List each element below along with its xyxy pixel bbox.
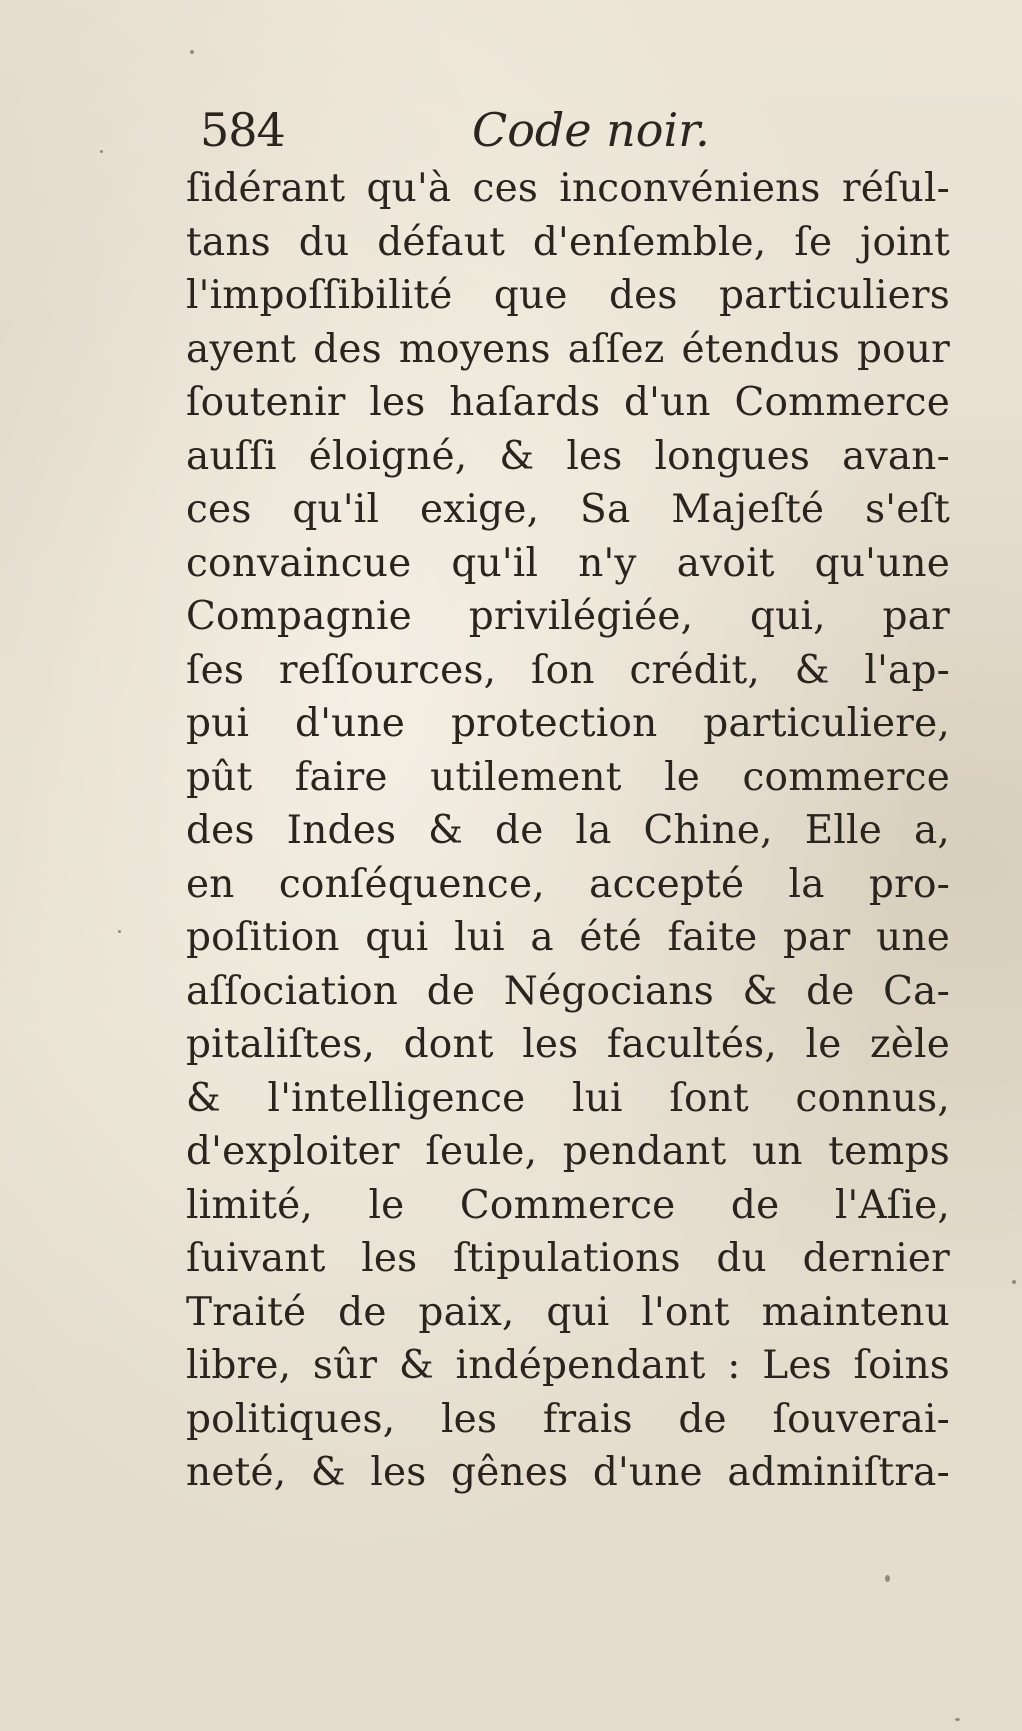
text-line: limité, le Commerce de l'Aſie, [186,1182,950,1228]
text-line: Compagnie privilégiée, qui, par [186,594,950,639]
body-text [186,162,950,1500]
text-line: ſoutenir les haſards d'un Commerce [186,380,950,425]
text-line: en conſéquence, accepté la pro- [186,861,950,907]
text-line: des Indes & de la Chine, Elle a, [186,808,950,853]
text-line: Traité de paix, qui l'ont maintenu [186,1289,950,1335]
text-line: poſition qui lui a été faite par une [186,915,950,960]
text-line: convaincue qu'il n'y avoit qu'une [186,540,950,586]
text-line: neté, & les gênes d'une adminiſtra- [186,1450,950,1495]
text-line: ces qu'il exige, Sa Majeſté s'eſt [186,487,950,532]
text-line: libre, sûr & indépendant : Les ſoins [186,1343,950,1388]
text-line: pût faire utilement le commerce [186,754,950,800]
page-header [200,105,960,165]
paper-speck [118,930,121,933]
text-line: ſes reſſources, ſon crédit, & l'ap- [186,647,950,693]
text-line: pui d'une protection particuliere, [186,701,950,746]
paper-speck [1012,1280,1016,1284]
text-line: ſuivant les ſtipulations du dernier [186,1236,950,1281]
paper-speck [190,50,194,54]
text-line: ſidérant qu'à ces inconvéniens réſul- [186,166,950,211]
text-line: tans du défaut d'enſemble, ſe joint [186,219,950,265]
text-line: aſſociation de Négocians & de Ca- [186,968,950,1014]
text-line: & l'intelligence lui ſont connus, [186,1075,950,1121]
text-line: d'exploiter ſeule, pendant un temps [186,1129,950,1174]
paper-speck [955,1718,960,1721]
text-line: auſſi éloigné, & les longues avan- [186,433,950,479]
text-line: pitaliſtes, dont les facultés, le zèle [186,1022,950,1067]
text-line: politiques, les frais de ſouverai- [186,1396,950,1442]
text-line: l'impoſſibilité que des particuliers [186,273,950,318]
running-head: Code noir. [472,103,710,157]
text-line: ayent des moyens aſſez étendus pour [186,326,950,372]
page-number: 584 [200,103,285,157]
paper-speck [100,150,103,153]
paper-speck [885,1575,890,1582]
